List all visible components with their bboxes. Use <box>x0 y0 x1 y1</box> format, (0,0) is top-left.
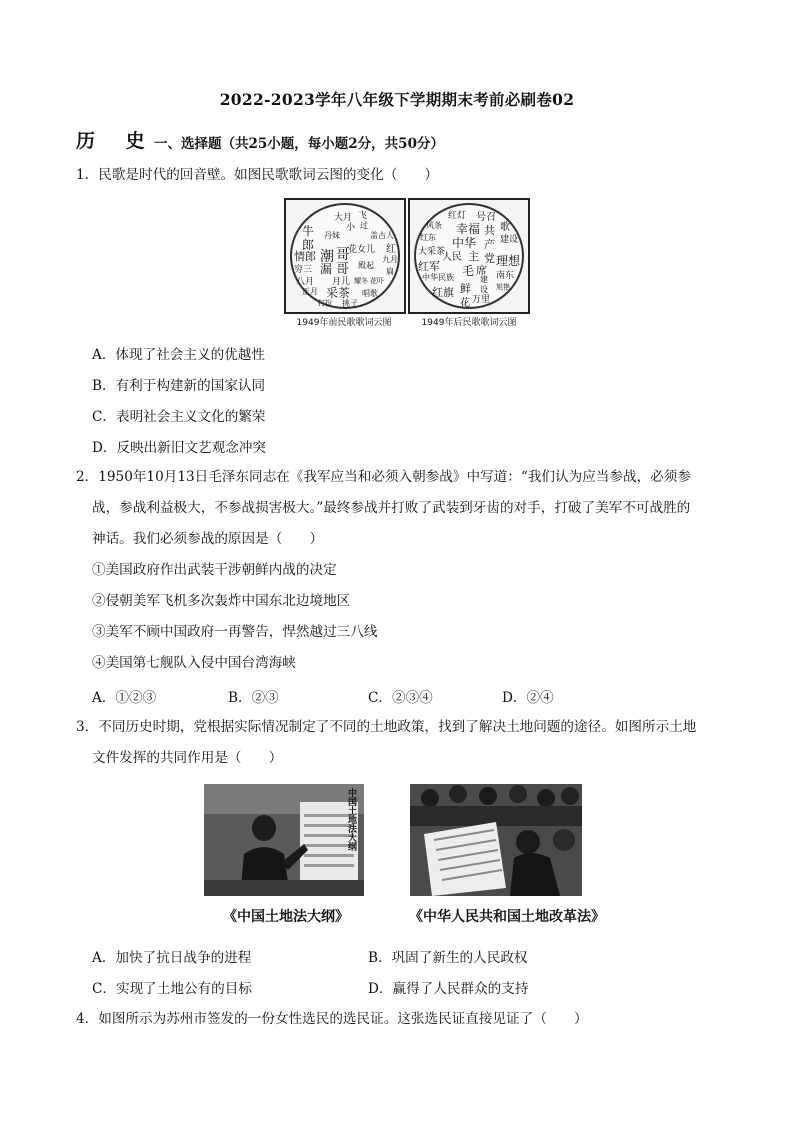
option-label: C． <box>368 690 392 706</box>
q3-option-a <box>92 946 251 966</box>
cloud-word: 幸福 <box>456 222 481 236</box>
cloud-word: 席 <box>476 264 487 277</box>
cloud-word: 红灯 <box>448 211 467 221</box>
section-heading: 一、选择题（共25小题，每小题2分，共50分） <box>154 136 444 152</box>
cloud-word: 郎 <box>302 238 315 252</box>
cloud-word: 耀冬 <box>354 277 368 285</box>
q2-option-a <box>92 686 156 706</box>
q3-option-c <box>92 977 252 997</box>
q1-stem: 1．民歌是时代的回音壁。如图民歌歌词云图的变化（ ） <box>76 167 439 183</box>
option-label: D． <box>502 690 527 706</box>
q2-item-2: ②侵朝美军飞机多次轰炸中国东北边境地区 <box>92 593 351 609</box>
option-text: 体现了社会主义的优越性 <box>115 347 265 363</box>
cloud-word: 九月 <box>382 255 398 264</box>
left-photo-inscription: 中国土地法大纲 <box>346 788 356 851</box>
q3-stem-line2: 文件发挥的共同作用是（ ） <box>92 750 283 766</box>
q2-item-3: ③美军不顾中国政府一再警告，悍然越过三八线 <box>92 624 378 640</box>
option-text: 有利于构建新的国家认同 <box>115 378 266 394</box>
q2-option-c <box>368 686 433 706</box>
option-label: A． <box>92 690 116 706</box>
option-text: 巩固了新生的人民政权 <box>391 950 528 966</box>
cloud-word: 大采茶 <box>418 247 446 257</box>
cloud-word: 哥 <box>336 262 350 277</box>
q2-item-4: ④美国第七舰队入侵中国台湾海峡 <box>92 655 296 671</box>
cloud-word: 扁 <box>386 267 394 276</box>
q2-option-b <box>228 686 279 706</box>
option-text: ②④ <box>526 690 554 706</box>
q1-figure <box>284 196 530 332</box>
cloud-word: 花 <box>460 298 470 309</box>
option-text: 反映出新旧文艺观念冲突 <box>116 440 267 456</box>
cloud-word: 过 <box>360 221 368 230</box>
cloud-word: 中华民族 <box>422 273 454 282</box>
option-label: D． <box>368 981 393 997</box>
q3-right-caption: 《中华人民共和国土地改革法》 <box>409 909 605 925</box>
cloud-word: 中华 <box>452 236 477 250</box>
cloud-word: 漏 <box>320 262 333 276</box>
q1-option-d <box>92 436 266 456</box>
option-label: D． <box>92 440 117 456</box>
cloud-word: 小 <box>346 223 356 233</box>
option-text: 加快了抗日战争的进程 <box>115 950 252 966</box>
cloud-word: 理想 <box>496 254 521 268</box>
q2-stem-line1: 2．1950年10月13日毛泽东同志在《我军应当和必须入朝参战》中写道：“我们认为应当参战，必须参 <box>76 469 691 485</box>
q3-figure <box>196 778 622 930</box>
cloud-word: 风条 <box>426 221 442 230</box>
option-text: ①②③ <box>115 690 157 706</box>
subject-label: 历 史 <box>76 130 157 152</box>
cloud-word: 主 <box>468 250 479 263</box>
cloud-word: 挑子 <box>342 299 358 308</box>
cloud-word: 红 <box>386 244 396 255</box>
cloud-word: 八月 <box>296 277 315 287</box>
cloud-word: 共 <box>484 224 495 237</box>
page-title: 2022-2023学年八年级下学期期末考前必刷卷02 <box>219 90 575 109</box>
cloud-word: 毛 <box>462 264 475 278</box>
cloud-word: 旭艳 <box>496 283 510 291</box>
land-reform-law-photo <box>410 784 582 896</box>
q1-left-caption: 1949年前民歌歌词云图 <box>296 318 392 328</box>
cloud-word: 牛 <box>302 224 315 238</box>
option-text: 表明社会主义文化的繁荣 <box>116 409 266 425</box>
option-label: A． <box>92 347 116 363</box>
option-text: ②③④ <box>392 690 433 706</box>
cloud-word: 花吓 <box>370 277 384 285</box>
option-label: C． <box>92 409 116 425</box>
q1-option-a <box>92 343 265 363</box>
right-photo-scene <box>410 784 582 896</box>
cloud-word: 鲜 <box>460 282 471 295</box>
cloud-word: 歌 <box>500 222 510 233</box>
q1-option-c <box>92 405 266 425</box>
left-photo-scene <box>204 784 364 896</box>
cloud-word: 党 <box>484 252 495 265</box>
cloud-word: 月儿 <box>332 277 351 287</box>
cloud-word: 盖古人 <box>370 231 394 240</box>
option-text: 赢得了人民群众的支持 <box>392 981 529 997</box>
cloud-word: 红旗 <box>432 286 454 299</box>
q2-stem-line2: 战，参战利益极大，不参战损害极大。”最终参战并打败了武装到牙齿的对手，打破了美军不可战胜的 <box>92 500 691 516</box>
cloud-word: 号召 <box>476 212 496 223</box>
cloud-word: 穷三 <box>294 265 313 275</box>
cloud-word: 唱歌 <box>362 289 378 298</box>
cloud-word: 采茶 <box>326 286 351 300</box>
option-label: A． <box>92 950 116 966</box>
cloud-word: 红东 <box>420 233 436 242</box>
cloud-word: 丹妹 <box>324 231 340 240</box>
cloud-word: 建设 <box>500 235 519 245</box>
cloud-word: 飞 <box>358 211 368 221</box>
cloud-word: 南东 <box>496 271 515 281</box>
q4-stem: 4．如图所示为苏州市签发的一份女性选民的选民证。这张选民证直接见证了（ ） <box>76 1011 588 1027</box>
cloud-word: 正月 <box>302 287 318 296</box>
land-law-outline-photo <box>204 784 364 896</box>
q3-stem-line1: 3．不同历史时期，党根据实际情况制定了不同的土地政策，找到了解决土地问题的途径。如图所示土地 <box>76 719 697 735</box>
cloud-word: 产 <box>484 238 495 251</box>
cloud-word: 设 <box>480 285 488 294</box>
q2-option-d <box>502 686 554 706</box>
q1-option-b <box>92 374 265 394</box>
q3-left-caption: 《中国土地法大纲》 <box>223 909 349 925</box>
q1-right-caption: 1949年后民歌歌词云图 <box>421 318 517 328</box>
cloud-word: 哥 <box>336 247 350 263</box>
option-label: C． <box>92 981 116 997</box>
option-text: ②③ <box>251 690 279 706</box>
option-label: B． <box>368 950 392 966</box>
cloud-word: 红军 <box>418 260 440 273</box>
option-text: 实现了土地公有的目标 <box>116 981 252 997</box>
cloud-word: 花女儿 <box>348 245 376 255</box>
q3-option-d <box>368 977 528 997</box>
q1-left-cloud-panel <box>284 198 406 314</box>
cloud-word: 人民 <box>442 252 462 263</box>
q2-item-1: ①美国政府作出武装干涉朝鲜内战的决定 <box>92 562 337 578</box>
cloud-word: 万里 <box>472 295 491 305</box>
option-label: B． <box>92 378 116 394</box>
q1-right-cloud-panel <box>408 198 530 314</box>
q3-option-b <box>368 946 528 966</box>
cloud-word: 大月 <box>334 213 353 223</box>
option-label: B． <box>228 690 252 706</box>
cloud-word: 打扮 <box>318 299 332 307</box>
cloud-word: 潮 <box>320 249 334 265</box>
cloud-word: 殿起 <box>358 261 374 270</box>
cloud-word: 情郎 <box>294 250 316 263</box>
cloud-word: 建 <box>480 275 488 284</box>
q2-stem-line3: 神话。我们必须参战的原因是（ ） <box>92 531 324 547</box>
